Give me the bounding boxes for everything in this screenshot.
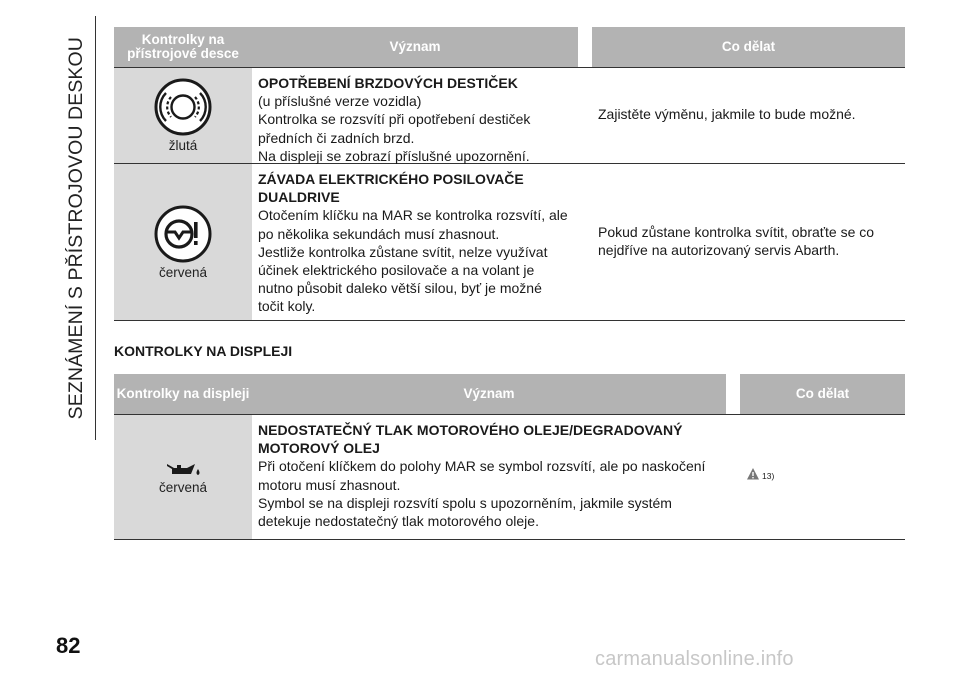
watermark: carmanualsonline.info (595, 648, 794, 670)
table-row (114, 68, 905, 163)
meaning-cell (252, 164, 578, 320)
header-action: Co dělat (592, 27, 905, 67)
chapter-side-title-text: SEZNÁMENÍ S PŘÍSTROJOVOU DESKOU (64, 36, 87, 420)
row-text: (u příslušné verze vozidla) (258, 93, 422, 110)
row-text: Kontrolka se rozsvítí při opotřebení destiček předních či zadních brzd. (258, 111, 531, 146)
brake-pad-wear-icon (154, 78, 212, 136)
row-text: Na displeji se zobrazí příslušné upozornění. (258, 147, 530, 164)
indicator-color-label: červená (158, 479, 208, 495)
warning-note-icon (746, 467, 760, 481)
warning-note-ref: 13) (762, 470, 775, 481)
row-text: Jestliže kontrolka zůstane svítit, nelze využívat účinek elektrického posilovače a na volant je nutno působit daleko větší silou, byť je možné točit koly. (258, 243, 548, 315)
indicator-cell (114, 164, 252, 320)
steering-wheel-warning-icon (154, 205, 212, 263)
header-action: Co dělat (740, 374, 905, 414)
action-cell (592, 164, 905, 320)
indicator-color-label: červená (158, 264, 208, 280)
action-cell (740, 415, 905, 539)
row-text: Symbol se na displeji rozsvítí spolu s upozorněním, jakmile systém detekuje nedostatečný tlak motorového oleje. (258, 494, 672, 530)
action-cell (592, 68, 905, 163)
display-warning-table (114, 374, 905, 540)
row-text: Otočením klíčku na MAR se kontrolka rozsvítí, ale po několika sekundách musí zhasnout. (258, 207, 568, 242)
row-text: Při otočení klíčkem do polohy MAR se symbol rozsvítí, ale po naskočení motoru musí zhasnout. (258, 458, 706, 493)
warning-note (746, 467, 774, 485)
indicator-color-label: žlutá (168, 138, 198, 153)
meaning-cell (252, 68, 578, 163)
row-action: Pokud zůstane kontrolka svítit, obraťte se co nejdříve na autorizovaný servis Abarth. (598, 223, 875, 258)
meaning-cell (252, 415, 726, 539)
table-header (114, 27, 905, 67)
indicator-cell (114, 415, 252, 539)
header-indicator: Kontrolky na přístrojové desce (114, 27, 252, 67)
side-rule (95, 16, 96, 440)
table-row (114, 415, 905, 539)
instrument-panel-warning-table (114, 27, 905, 321)
row-title: NEDOSTATEČNÝ TLAK MOTOROVÉHO OLEJE/DEGRADOVANÝ MOTOROVÝ OLEJ (258, 422, 683, 457)
table-header (114, 374, 905, 414)
row-action: Zajistěte výměnu, jakmile to bude možné. (598, 106, 856, 123)
row-title: ZÁVADA ELEKTRICKÉHO POSILOVAČE DUALDRIVE (258, 171, 524, 206)
page-number: 82 (56, 633, 81, 658)
section-heading: KONTROLKY NA DISPLEJI (114, 343, 293, 359)
indicator-cell (114, 68, 252, 163)
header-meaning: Význam (252, 27, 578, 67)
row-title: OPOTŘEBENÍ BRZDOVÝCH DESTIČEK (258, 75, 518, 91)
chapter-side-title (58, 16, 94, 440)
header-indicator: Kontrolky na displeji (114, 374, 252, 414)
oil-can-icon (165, 460, 201, 478)
header-meaning: Význam (252, 374, 726, 414)
table-row (114, 163, 905, 320)
